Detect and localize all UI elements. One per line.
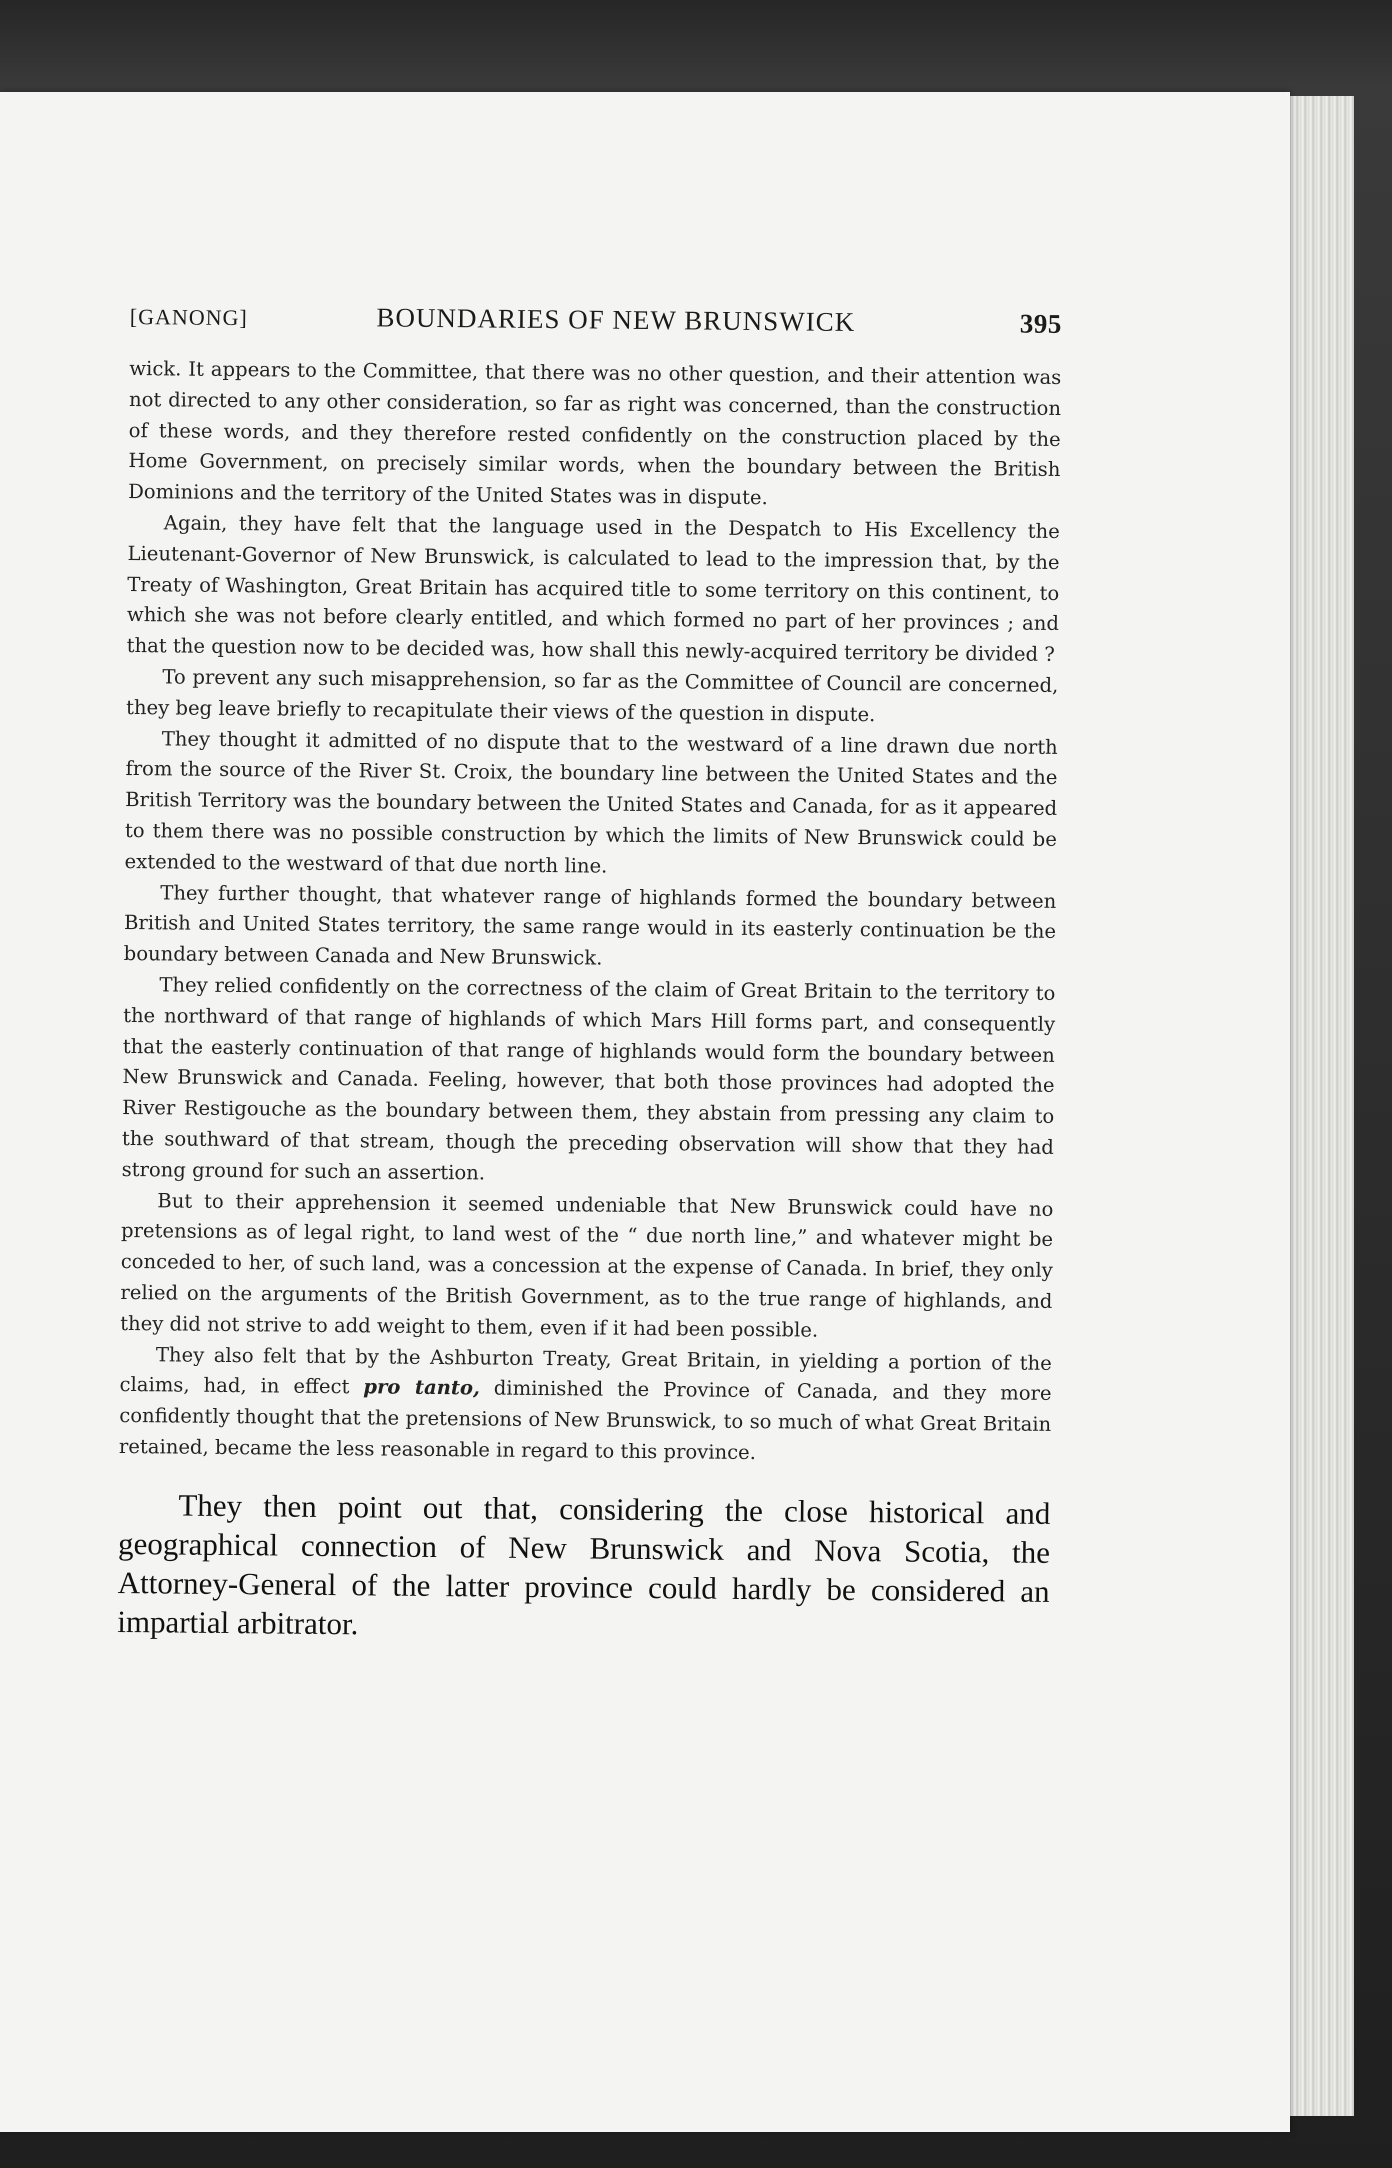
page-text-block [117,300,1062,1681]
book-page-edges [1282,96,1354,2116]
paragraph-5: They further thought, that whatever range of highlands formed the boundary between British and United States territory, the same range would in its easterly continuation be the boundary between Canada and New Brunswick. [123,880,1057,970]
paragraph-8-part-2: diminished the Province of Canada, and they more confidently thought that the pretensions of New Brunswick, to so much of what Great Britain retained, became the less reasonable in regard to this province. [118,1376,1052,1464]
latin-phrase: pro tanto, [363,1375,480,1400]
running-head-author: [GANONG] [129,303,248,331]
paragraph-8-part-1: They also felt that by the Ashburton Treaty, Great Britain, in yielding a portion of the claims, had, in effect [119,1342,1052,1399]
running-head-title: BOUNDARIES OF NEW BRUNSWICK [376,302,856,337]
paragraph-6: They relied confidently on the correctness of the claim of Great Britain to the territory to the northward of that range of highlands of which Mars Hill forms part, and consequently that the easterly continuation of that range of highlands would form the boundary between New Brunswick and Canada. Feeling, however, that both those provinces had adopted the River Restigouche as the boundary between them, they abstain from pressing any claim to the southward of that stream, though the preceding observation will show that they had strong ground for such an assertion. [121,973,1056,1185]
running-head [130,300,1062,349]
paragraph-4: They thought it admitted of no dispute that to the westward of a line drawn due north from the source of the River St. Croix, the boundary line between the United States and the British Territory was the boundary between the United States and Canada, for as it appeared to them there was no possible construction by which the limits of New Brunswick could be extended to the westward of that due north line. [124,726,1058,878]
paragraph-8 [119,1339,1052,1471]
paragraph-2: Again, they have felt that the language used in the Despatch to His Excellency the Lieutenant-Governor of New Brunswick, is calculated to lead to the impression that, by the Treaty of Washington, Great Britain has acquired title to some territory on this continent, to which she was not before clearly entitled, and which formed no part of her provinces ; and that the question now to be decided was, how shall this newly-acquired territory be divided ? [126,511,1060,667]
paragraph-1: wick. It appears to the Committee, that there was no other question, and their attention was not directed to any other consideration, so far as right was concerned, than the construction of these words, and they therefore rested confidently on the construction placed by the Home Government, on precisely similar words, when the boundary between the British Dominions and the territory of the United States was in dispute. [128,356,1062,510]
paragraph-7: But to their apprehension it seemed undeniable that New Brunswick could have no pretensions as of legal right, to land west of the “ due north line,” and whatever might be conceded to her, of such land, was a concession at the expense of Canada. In brief, they only relied on the arguments of the British Government, as to the true range of highlands, and they did not strive to add weight to them, even if it had been possible. [120,1188,1054,1342]
page-number: 395 [1019,308,1062,339]
closing-paragraph: They then point out that, considering the close historical and geographical connection of New Brunswick and Nova Scotia, the Attorney-General of the latter province could hardly be considered an impartial arbitrator. [117,1487,1051,1641]
paragraph-3: To prevent any such misapprehension, so far as the Committee of Council are concerned, they beg leave briefly to recapitulate their views of the question in dispute. [125,665,1059,726]
